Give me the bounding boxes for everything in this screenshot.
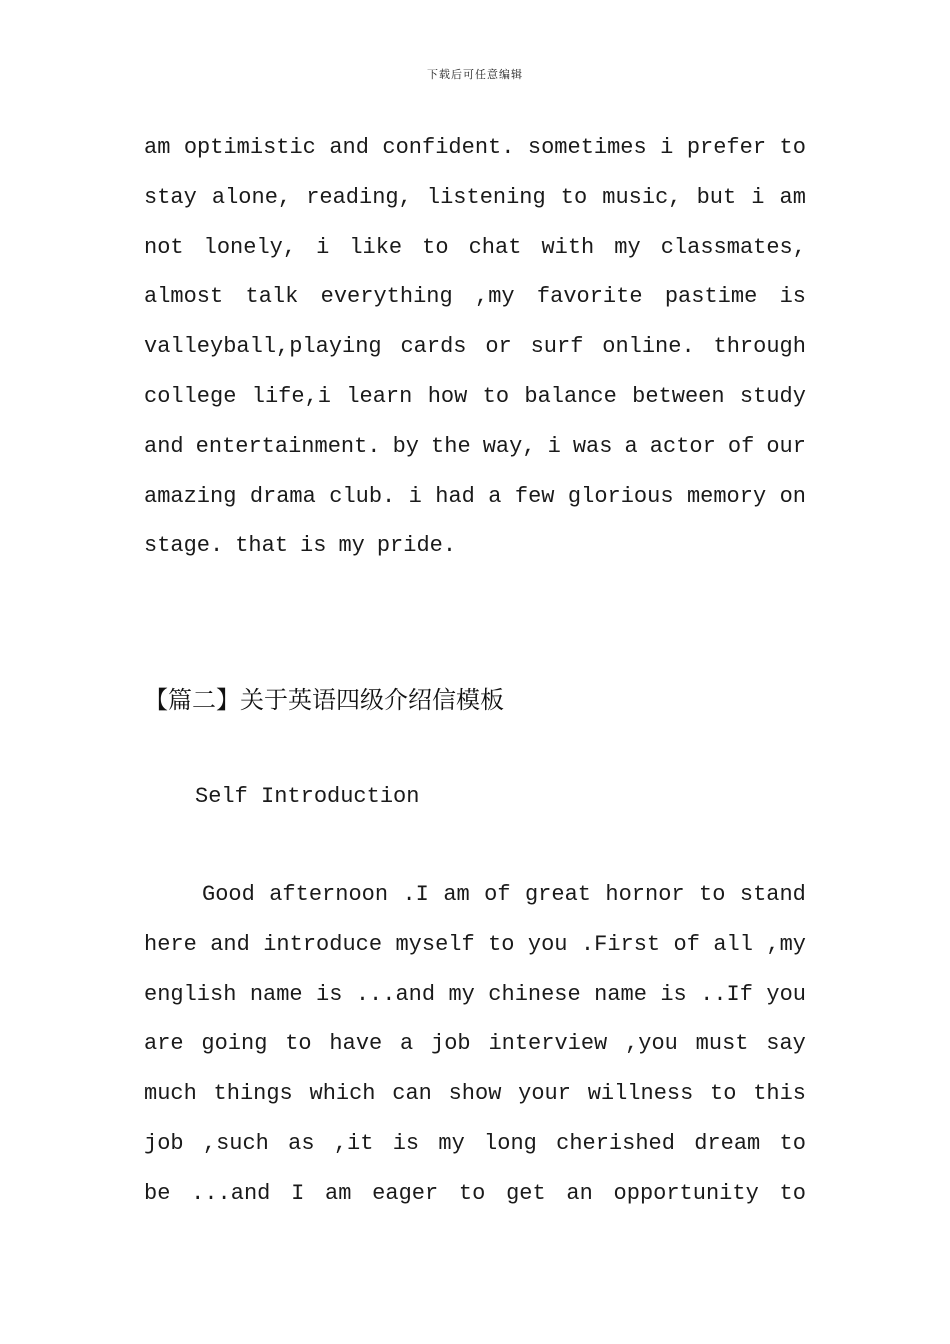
word: not <box>144 234 184 260</box>
word: to <box>422 234 449 260</box>
word: sometimes <box>527 135 647 160</box>
word: memory <box>686 483 767 509</box>
word: hornor <box>605 882 685 907</box>
word: are <box>144 1031 184 1057</box>
text-line <box>144 135 806 165</box>
word: how <box>427 384 468 409</box>
word: willness <box>587 1081 694 1107</box>
word: actor <box>649 433 716 459</box>
word: pastime <box>664 284 758 310</box>
word: alone, <box>211 184 292 210</box>
word: everything <box>320 284 453 310</box>
word: amazing <box>144 483 237 509</box>
word: life,i <box>251 384 331 409</box>
word: to <box>779 1131 806 1156</box>
word: all <box>713 931 753 957</box>
word: an <box>566 1180 593 1206</box>
word: learn <box>346 384 413 409</box>
word: my <box>338 533 365 559</box>
word: opportunity <box>613 1180 759 1206</box>
word: .I <box>402 882 429 907</box>
word: be <box>144 1180 171 1206</box>
word: you <box>766 981 806 1007</box>
word: to <box>779 135 806 160</box>
word: the <box>431 433 471 459</box>
word: stay <box>144 184 197 210</box>
word: is <box>660 981 687 1007</box>
word: interview <box>488 1031 608 1057</box>
word: ,such <box>202 1131 269 1156</box>
word: prefer <box>686 135 767 160</box>
word: am <box>443 882 470 907</box>
word: Good <box>202 882 255 907</box>
word: like <box>349 234 403 260</box>
word: is <box>300 533 327 559</box>
word: or <box>485 334 512 360</box>
word: I <box>291 1180 305 1206</box>
word: am <box>779 184 806 210</box>
word: drama <box>249 483 316 509</box>
word: was <box>572 433 613 459</box>
word: music, <box>602 184 682 210</box>
word: is <box>316 981 343 1007</box>
word: that <box>235 533 289 559</box>
word: my <box>438 1131 465 1156</box>
word: club. <box>329 483 396 509</box>
word: classmates, <box>660 234 806 260</box>
word: say <box>766 1031 806 1057</box>
word: optimistic <box>183 135 316 160</box>
word: listening <box>426 184 546 210</box>
word: surf <box>530 334 584 360</box>
word: things <box>213 1081 293 1107</box>
word: way, <box>482 433 536 459</box>
word: online. <box>602 334 695 360</box>
word: and <box>210 931 250 957</box>
word: to <box>560 184 588 210</box>
word: almost <box>144 284 224 310</box>
word: college <box>144 384 237 409</box>
word: study <box>739 384 806 409</box>
word: i <box>660 135 674 160</box>
text-line <box>144 932 806 962</box>
word: can <box>392 1081 432 1107</box>
word: a <box>400 1031 414 1057</box>
text-line <box>144 434 806 464</box>
word: long <box>484 1131 537 1156</box>
word: to <box>285 1031 312 1057</box>
word: of <box>673 931 700 957</box>
word: am <box>325 1180 352 1206</box>
word: to <box>488 931 515 957</box>
word: to <box>458 1180 486 1206</box>
word: great <box>524 882 591 907</box>
word: am <box>144 135 171 160</box>
word: ,my <box>766 931 806 957</box>
word: your <box>518 1081 571 1107</box>
word: to <box>699 882 726 907</box>
word: our <box>766 433 806 459</box>
section-subtitle: Self Introduction <box>195 784 420 809</box>
word: name <box>249 981 303 1007</box>
word: stand <box>739 882 806 907</box>
word: on <box>779 483 806 509</box>
word: job <box>144 1131 184 1156</box>
word: and <box>144 433 184 459</box>
word: my <box>448 981 475 1007</box>
page-header: 下载后可任意编辑 <box>427 68 523 81</box>
word: dream <box>694 1131 761 1156</box>
word: confident. <box>382 135 515 160</box>
word: have <box>329 1031 383 1057</box>
word: ,it <box>333 1131 374 1156</box>
word: .First <box>580 931 661 957</box>
word: name <box>594 981 647 1007</box>
text-line <box>144 384 806 414</box>
word: cherished <box>556 1131 675 1156</box>
text-line <box>144 484 806 514</box>
word: and <box>329 135 369 160</box>
word: a <box>624 433 638 459</box>
word: my <box>614 234 641 260</box>
word: valleyball,playing <box>144 334 382 360</box>
word: ,you <box>625 1031 678 1057</box>
word: talk <box>245 284 299 310</box>
word: going <box>201 1031 268 1057</box>
word: must <box>695 1031 749 1057</box>
text-line <box>144 982 806 1012</box>
word: i <box>316 234 330 260</box>
word: reading, <box>306 184 412 210</box>
text-line <box>144 284 806 314</box>
word: a <box>488 483 502 509</box>
word: stage. <box>144 533 224 559</box>
text-line <box>144 1081 806 1111</box>
word: between <box>632 384 725 409</box>
word: chat <box>468 234 522 260</box>
word: ...and <box>355 981 436 1007</box>
text-line <box>202 882 806 912</box>
word: chinese <box>488 981 581 1007</box>
word: show <box>448 1081 502 1107</box>
word: to <box>779 1180 806 1206</box>
word: ..If <box>700 981 753 1007</box>
word: i <box>547 433 561 459</box>
word: myself <box>395 931 475 957</box>
word: this <box>753 1081 806 1107</box>
word: balance <box>524 384 617 409</box>
word: of <box>727 433 755 459</box>
word: afternoon <box>269 882 389 907</box>
text-line <box>144 334 806 364</box>
word: is <box>392 1131 420 1156</box>
word: through <box>713 334 806 360</box>
text-line <box>144 1131 806 1161</box>
word: few <box>514 483 555 509</box>
word: eager <box>372 1180 439 1206</box>
word: lonely, <box>203 234 297 260</box>
word: introduce <box>263 931 383 957</box>
word: i <box>751 184 765 210</box>
word: had <box>435 483 475 509</box>
word: of <box>484 882 511 907</box>
text-line <box>144 533 806 563</box>
word: here <box>144 931 197 957</box>
word: pride. <box>376 533 457 559</box>
text-line <box>144 235 806 265</box>
word: to <box>482 384 510 409</box>
word: get <box>506 1180 546 1206</box>
text-line <box>144 1031 806 1061</box>
word: entertainment. <box>195 433 381 459</box>
word: as <box>288 1131 315 1156</box>
word: but <box>696 184 737 210</box>
word: job <box>431 1031 471 1057</box>
word: is <box>779 284 806 310</box>
word: ,my <box>475 284 515 310</box>
word: favorite <box>536 284 643 310</box>
word: english <box>144 981 237 1007</box>
section-heading: 【篇二】关于英语四级介绍信模板 <box>144 686 504 714</box>
word: with <box>541 234 595 260</box>
word: ...and <box>191 1180 271 1206</box>
word: you <box>527 931 568 957</box>
word: much <box>144 1081 197 1107</box>
word: by <box>392 433 419 459</box>
word: which <box>309 1081 376 1107</box>
text-line <box>144 185 806 215</box>
word: i <box>408 483 422 509</box>
text-line <box>144 1181 806 1211</box>
word: to <box>710 1081 737 1107</box>
word: glorious <box>567 483 674 509</box>
word: cards <box>400 334 467 360</box>
